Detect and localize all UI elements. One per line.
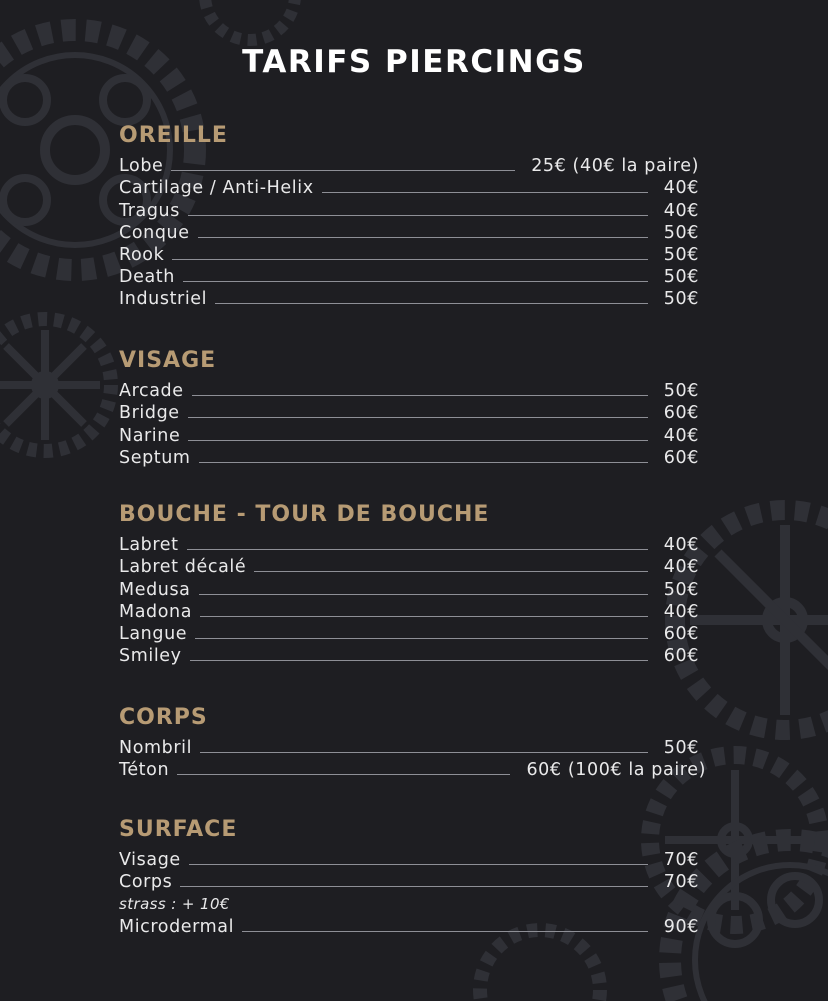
item-name: Cartilage / Anti-Helix [119, 178, 314, 199]
dotted-leader [199, 462, 648, 463]
price-row [119, 288, 699, 310]
section-corps [119, 703, 706, 781]
item-name: Microdermal [119, 916, 235, 937]
item-name: Langue [119, 623, 188, 644]
item-price: 50€ [663, 244, 699, 265]
dotted-leader [242, 931, 648, 932]
dotted-leader [195, 638, 648, 639]
item-name: Corps [119, 872, 173, 893]
price-row [119, 177, 699, 199]
dotted-leader [190, 660, 648, 661]
dotted-leader [172, 259, 647, 260]
dotted-leader [188, 215, 648, 216]
item-price: 50€ [663, 738, 699, 759]
item-price: 60€ (100€ la paire) [526, 760, 706, 781]
item-price: 70€ [663, 872, 699, 893]
section-oreille [119, 121, 699, 310]
item-price: 40€ [663, 178, 699, 199]
dotted-leader [188, 440, 647, 441]
dotted-leader [180, 886, 647, 887]
item-price: 40€ [663, 557, 699, 578]
section-title: VISAGE [119, 348, 217, 373]
dotted-leader [254, 571, 648, 572]
price-row [119, 222, 699, 244]
item-price: 50€ [663, 579, 699, 600]
price-row [119, 534, 699, 556]
price-row [119, 759, 706, 781]
price-row [119, 623, 699, 645]
item-name: Lobe [119, 156, 164, 177]
item-name: Industriel [119, 289, 208, 310]
item-price: 90€ [663, 916, 699, 937]
item-name: Death [119, 267, 175, 288]
item-name: Tragus [119, 200, 180, 221]
item-price: 60€ [663, 646, 699, 667]
dotted-leader [200, 616, 648, 617]
item-price: 50€ [663, 289, 699, 310]
item-price: 60€ [663, 403, 699, 424]
item-price: 60€ [663, 447, 699, 468]
price-row [119, 915, 699, 937]
item-name: Narine [119, 425, 181, 446]
item-name: Bridge [119, 403, 180, 424]
item-name: Arcade [119, 381, 184, 402]
price-row [119, 601, 699, 623]
price-row [119, 578, 699, 600]
item-price: 25€ (40€ la paire) [531, 156, 699, 177]
price-row [119, 244, 699, 266]
price-row [119, 871, 699, 893]
strass-note: strass : + 10€ [119, 895, 230, 914]
price-row [119, 447, 699, 469]
item-price: 60€ [663, 623, 699, 644]
item-price: 50€ [663, 267, 699, 288]
price-row [119, 155, 699, 177]
page-title: TARIFS PIERCINGS [242, 44, 586, 80]
section-title: SURFACE [119, 817, 238, 842]
dotted-leader [192, 395, 648, 396]
item-name: Madona [119, 601, 193, 622]
price-row [119, 424, 699, 446]
item-price: 40€ [663, 601, 699, 622]
section-title: OREILLE [119, 123, 228, 148]
dotted-leader [183, 281, 648, 282]
dotted-leader [215, 303, 648, 304]
dotted-leader [177, 774, 510, 775]
dotted-leader [198, 237, 648, 238]
item-name: Téton [119, 760, 170, 781]
price-row [119, 556, 699, 578]
section-visage [119, 346, 699, 469]
item-name: Labret décalé [119, 557, 247, 578]
item-price: 40€ [663, 200, 699, 221]
dotted-leader [189, 864, 648, 865]
price-row [119, 199, 699, 221]
item-price: 50€ [663, 222, 699, 243]
item-price: 70€ [663, 850, 699, 871]
item-name: Labret [119, 535, 179, 556]
section-title: BOUCHE - TOUR DE BOUCHE [119, 502, 490, 527]
price-row [119, 645, 699, 667]
item-price: 50€ [663, 381, 699, 402]
dotted-leader [322, 192, 648, 193]
dotted-leader [199, 594, 648, 595]
section-title: CORPS [119, 705, 208, 730]
item-name: Rook [119, 244, 165, 265]
price-row [119, 380, 699, 402]
item-name: Septum [119, 447, 191, 468]
section-bouche [119, 500, 699, 667]
price-row [119, 266, 699, 288]
dotted-leader [171, 170, 515, 171]
section-surface [119, 815, 699, 938]
item-name: Visage [119, 850, 181, 871]
dotted-leader [200, 752, 648, 753]
price-row [119, 737, 699, 759]
item-name: Nombril [119, 738, 193, 759]
item-name: Medusa [119, 579, 191, 600]
price-row [119, 849, 699, 871]
item-name: Conque [119, 222, 190, 243]
price-row [119, 402, 699, 424]
item-name: Smiley [119, 646, 182, 667]
item-price: 40€ [663, 535, 699, 556]
dotted-leader [187, 549, 648, 550]
item-price: 40€ [663, 425, 699, 446]
dotted-leader [188, 417, 648, 418]
